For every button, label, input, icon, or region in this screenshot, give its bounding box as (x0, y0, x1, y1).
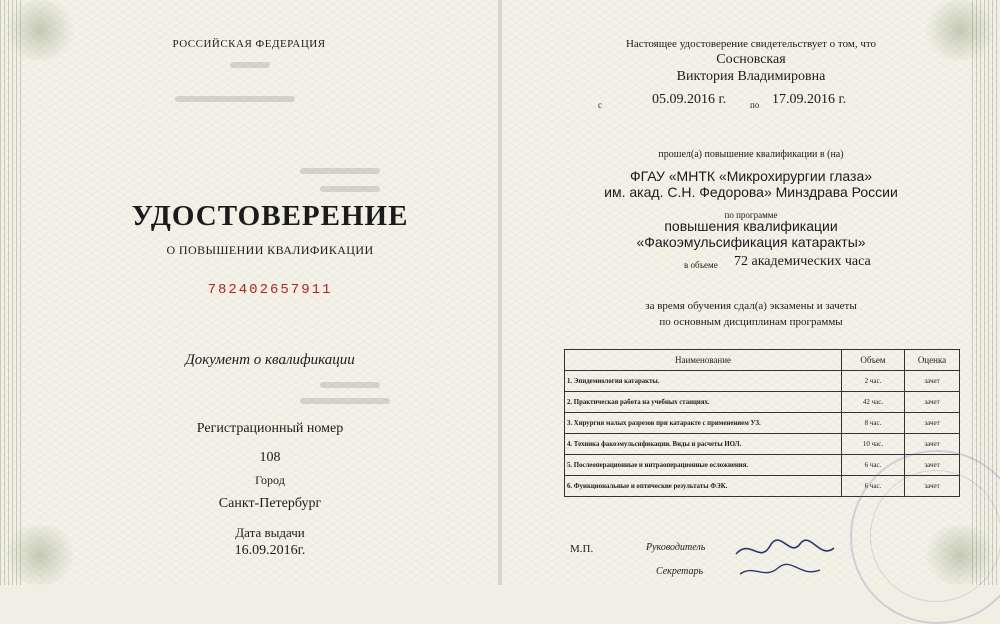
discipline-volume: 42 час. (842, 392, 905, 413)
document-type: Документ о квалификации (185, 352, 355, 368)
volume-label: в объеме (684, 260, 718, 270)
table-row (565, 413, 960, 434)
official-stamp-inner (870, 470, 1000, 602)
city-value: Санкт-Петербург (218, 496, 322, 511)
secretary-signature-label: Секретарь (656, 566, 704, 577)
discipline-name: 6. Функциональные и оптические результаты ФЭК. (565, 476, 842, 497)
to-date: 17.09.2016 г. (772, 92, 847, 107)
discipline-grade: зачет (905, 434, 960, 455)
table-row (565, 434, 960, 455)
embossed-mark (300, 168, 380, 174)
left-page (0, 0, 498, 585)
intro-text: Настоящее удостоверение свидетельствует о том, что (625, 38, 877, 50)
table-row (565, 392, 960, 413)
discipline-grade: зачет (905, 476, 960, 497)
from-date: 05.09.2016 г. (652, 92, 727, 107)
organization-line-2: им. акад. С.Н. Федорова» Минздрава России (604, 184, 898, 200)
embossed-mark (300, 398, 390, 404)
discipline-volume: 10 час. (842, 434, 905, 455)
holder-name: Виктория Владимировна (676, 69, 826, 84)
organization-line-1: ФГАУ «МНТК «Микрохирургии глаза» (629, 168, 873, 184)
by-program-label: по программе (724, 210, 778, 220)
discipline-name: 5. Послеоперационные и интраоперационные осложнения. (565, 455, 842, 476)
discipline-grade: зачет (905, 371, 960, 392)
program-line-1: повышения квалификации (664, 218, 838, 234)
exams-text-line-1: за время обучения сдал(а) экзамены и зачеты (645, 300, 857, 312)
from-label: с (598, 100, 602, 110)
city-label: Город (255, 473, 285, 487)
discipline-volume: 6 час. (842, 476, 905, 497)
discipline-name: 1. Эпидемиология катаракты. (565, 371, 842, 392)
program-line-2: «Факоэмульсификация катаракты» (636, 234, 866, 250)
table-header-row (565, 350, 960, 371)
table-row (565, 371, 960, 392)
discipline-name: 2. Практическая работа на учебных станциях. (565, 392, 842, 413)
handwritten-signature (730, 534, 840, 582)
embossed-mark (230, 62, 270, 68)
issue-date-value: 16.09.2016г. (234, 543, 306, 558)
seal-place-label: М.П. (570, 543, 594, 555)
right-page (502, 0, 1000, 585)
discipline-grade: зачет (905, 413, 960, 434)
discipline-volume: 6 час. (842, 455, 905, 476)
exams-text-line-2: по основным дисциплинам программы (659, 316, 843, 328)
embossed-mark (320, 382, 380, 388)
document-subtitle: О ПОВЫШЕНИИ КВАЛИФИКАЦИИ (166, 243, 374, 257)
passed-text: прошел(а) повышение квалификации в (на) (658, 149, 844, 160)
header-volume: Объем (842, 350, 905, 371)
registration-label: Регистрационный номер (196, 421, 344, 436)
header-name: Наименование (565, 350, 842, 371)
discipline-name: 3. Хирургия малых разрезов при катаракте с применением УЗ. (565, 413, 842, 434)
serial-number: 782402657911 (207, 282, 333, 298)
to-label: по (750, 100, 760, 110)
discipline-name: 4. Техника факоэмульсификации. Виды и расчеты ИОЛ. (565, 434, 842, 455)
embossed-mark (320, 186, 380, 192)
holder-surname: Сосновская (716, 52, 786, 67)
discipline-grade: зачет (905, 392, 960, 413)
document-title: УДОСТОВЕРЕНИЕ (131, 200, 409, 232)
discipline-grade: зачет (905, 455, 960, 476)
issue-date-label: Дата выдачи (235, 525, 305, 540)
corner-ornament-top-right (920, 0, 1000, 60)
embossed-mark (175, 96, 295, 102)
head-signature-label: Руководитель (646, 542, 706, 553)
discipline-volume: 8 час. (842, 413, 905, 434)
corner-ornament-top-left (0, 0, 80, 60)
federation-label: РОССИЙСКАЯ ФЕДЕРАЦИЯ (172, 38, 326, 50)
hours-value: 72 академических часа (734, 254, 871, 269)
discipline-volume: 2 час. (842, 371, 905, 392)
header-grade: Оценка (905, 350, 960, 371)
registration-number: 108 (259, 450, 281, 465)
